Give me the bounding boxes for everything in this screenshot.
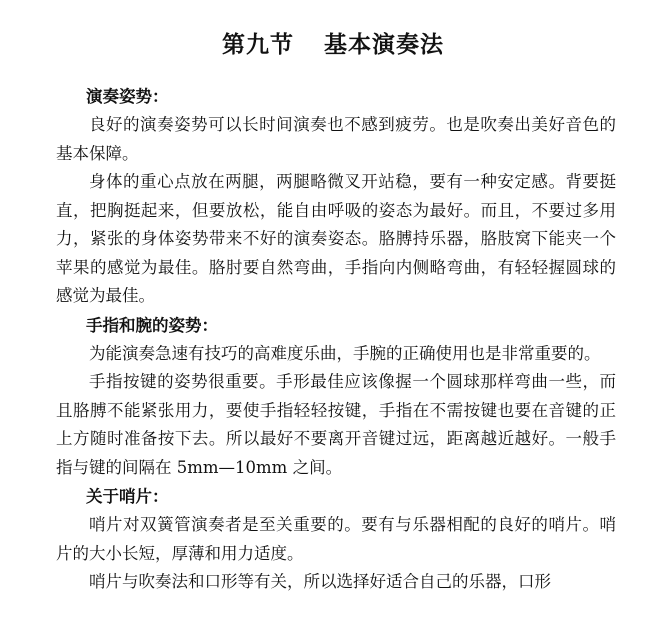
page-crop-edge xyxy=(0,612,666,625)
section-number: 第九节 xyxy=(222,31,294,58)
heading-about-reeds: 关于哨片： xyxy=(86,487,169,506)
body-text xyxy=(56,82,616,597)
paragraph: 手指按键的姿势很重要。手形最佳应该像握一个圆球那样弯曲一些，而且胳膊不能紧张用力，要使手指轻轻按键，手指在不需按键也要在音键的正上方随时准备按下去。所以最好不要离开音键过远，距离越近越好。一般手指与键的间隔在 5mm—10mm 之间。 xyxy=(56,372,616,477)
section-name: 基本演奏法 xyxy=(324,31,444,58)
paragraph-cut-off: 哨片与吹奏法和口形等有关，所以选择好适合自己的乐器，口形 xyxy=(89,572,551,591)
heading-finger-wrist-posture: 手指和腕的姿势： xyxy=(86,315,218,335)
paragraph: 良好的演奏姿势可以长时间演奏也不感到疲劳。也是吹奏出美好音色的基本保障。 xyxy=(56,115,616,163)
heading-playing-posture: 演奏姿势： xyxy=(86,87,169,106)
paragraph: 哨片对双簧管演奏者是至关重要的。要有与乐器相配的良好的哨片。哨片的大小长短，厚薄和用力适度。 xyxy=(56,515,616,563)
paragraph: 身体的重心点放在两腿，两腿略微叉开站稳，要有一种安定感。背要挺直，把胸挺起来，但要放松，能自由呼吸的姿态为最好。而且，不要过多用力，紧张的身体姿势带来不好的演奏姿态。胳膊持乐器，胳肢窝下能夹一个苹果的感觉为最佳。胳肘要自然弯曲，手指向内侧略弯曲，有轻轻握圆球的感觉为最佳。 xyxy=(56,172,616,305)
section-title xyxy=(0,30,666,60)
paragraph: 为能演奏急速有技巧的高难度乐曲，手腕的正确使用也是非常重要的。 xyxy=(89,343,601,363)
